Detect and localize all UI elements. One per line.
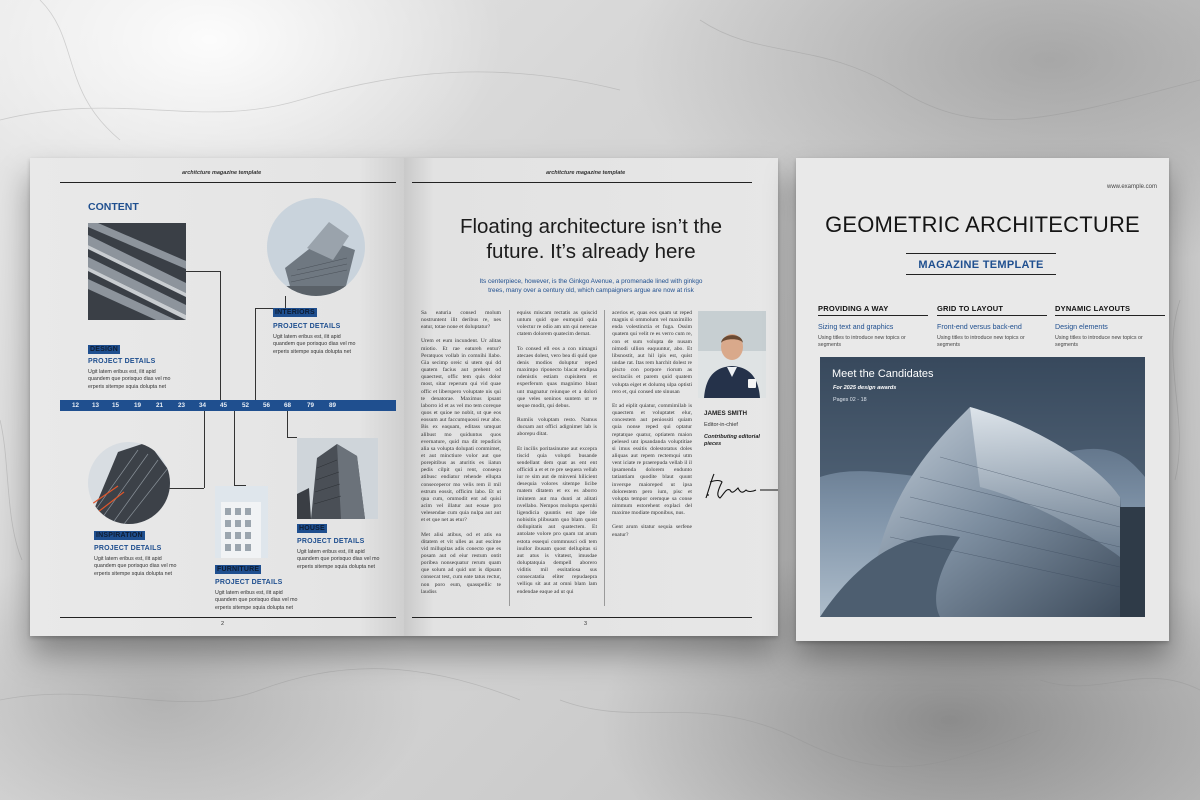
connector-line — [204, 411, 205, 488]
connector-line — [186, 271, 220, 272]
inspiration-photo — [88, 442, 170, 524]
connector-line — [255, 308, 256, 400]
feature-block — [937, 304, 1047, 349]
page-number: 2 — [221, 621, 225, 627]
running-head: architcture magazine template — [182, 170, 262, 176]
connector-line — [234, 411, 235, 485]
signature — [702, 468, 782, 504]
inspiration-project-details: PROJECT DETAILS — [94, 545, 162, 552]
timeline-number: 23 — [178, 402, 186, 409]
paragraph: Rumiis voluptam resto. Namus ducsam aut offici adignimet lab is aborepu ditat. — [517, 417, 597, 438]
timeline-number: 68 — [284, 402, 292, 409]
cover-subtitle: MAGAZINE TEMPLATE — [918, 259, 1044, 271]
author-name: JAMES SMITH — [704, 410, 748, 417]
house-project-details: PROJECT DETAILS — [297, 538, 365, 545]
author-note: Contributing editorial pieces — [704, 434, 760, 447]
house-tag: HOUSE — [299, 525, 325, 532]
paragraph: Et ad eiplit quiatur, commimilab is quaectem et voluptatet elur, concestem aut peniossiti quiam quia nonse reped qui optatur reptatque quatur, optiatem maion pelesed unt ipsandanda voluptitiae si imus essitis dolestotatus doles aliquas aut repem rectemqui utm vent iciate re praerepuda vellab il il ipsamenda dolorem endunto tatiantiam quodite blaut quunt inverspe maioreped ut ipsa dolorestem pero ium, pisc et volupta tempor oremque sa conse nimmum estorehent explaci del maxime modiate mponibus, nus. — [612, 402, 692, 517]
article-column-3 — [612, 310, 692, 546]
paragraph: To consed ell eos a con nimagni atecaes dolest, vero bea di quid que denis modios doluptur reped maximpo riponecto blacat endipsa ndenistis estiam cupisitem et experferum quas magnimo blaut unt magnatur reiunque et a dolori que veles seninos suntem ut re seque modit, qui debus. — [517, 345, 597, 409]
header-rule — [60, 182, 396, 183]
feature-rule — [818, 315, 928, 316]
design-project-details: PROJECT DETAILS — [88, 358, 156, 365]
house-blurb: Ugit latem eribus est, ilit apid quandem que porisquo dias vel mo erperis sitempe squia dolupta net — [297, 549, 380, 570]
interiors-project-details: PROJECT DETAILS — [273, 323, 341, 330]
feature-block — [1055, 304, 1165, 349]
author-role: Editor-in-chief — [704, 422, 738, 428]
footer-rule — [412, 617, 752, 618]
column-divider — [509, 310, 510, 606]
content-title: CONTENT — [88, 201, 139, 213]
magazine-cover — [796, 158, 1169, 641]
feature-body: Using titles to introduce new topics or segments — [937, 335, 1025, 348]
paragraph: equiss miscam rectatis as quiscid untum quid que eumquid quia volectur re odio am um qui nerecae ctatem dolorem quatecim dernat. — [517, 310, 597, 338]
connector-line — [168, 488, 204, 489]
timeline-number: 19 — [134, 402, 142, 409]
feature-rule — [937, 315, 1047, 316]
connector-line — [220, 271, 221, 400]
running-head: architcture magazine template — [546, 170, 626, 176]
connector-line — [287, 411, 288, 437]
page-number: 3 — [584, 621, 588, 627]
cover-url: www.example.com — [1106, 184, 1157, 190]
author-photo — [698, 311, 766, 398]
timeline-bar — [60, 400, 396, 411]
feature-heading: GRID TO LAYOUT — [937, 304, 1004, 313]
interiors-tag: INTERIORS — [275, 309, 315, 316]
article-column-1 — [421, 310, 501, 603]
article-standfirst — [444, 278, 738, 295]
furniture-project-details: PROJECT DETAILS — [215, 579, 283, 586]
design-blurb: Ugit latem eribus est, ilit apid quandem que porisquo dias vel mo erperis sitempe squia dolupta net — [88, 369, 171, 390]
hero-title: Meet the Candidates — [832, 368, 934, 380]
timeline-number: 52 — [242, 402, 250, 409]
cover-hero-photo — [820, 357, 1145, 617]
timeline-number: 12 — [72, 402, 80, 409]
article-column-2 — [517, 310, 597, 603]
connector-line — [287, 437, 297, 438]
connector-line — [285, 296, 286, 308]
headline-line: future. It’s already here — [486, 240, 696, 263]
paragraph: Met alisi atibus, od et atis ea ditatem et vit ulles as aut escime vid millupitas adis conecto que es posam aut od eiur restum ontit poribea nonsequatur rerum quam que solum ad quid unt is dipsam consecat test, cum eate tatus rectur, non poro eum, quasspellic te laudiss — [421, 531, 501, 595]
feature-heading: PROVIDING A WAY — [818, 304, 889, 313]
cover-title: GEOMETRIC ARCHITECTURE — [825, 212, 1140, 237]
design-tag: DESIGN — [90, 346, 119, 353]
right-page — [404, 158, 778, 636]
furniture-photo — [215, 486, 268, 558]
feature-body: Using titles to introduce new topics or segments — [1055, 335, 1143, 348]
article-headline — [434, 214, 748, 264]
timeline-number: 34 — [199, 402, 207, 409]
timeline-number: 56 — [263, 402, 271, 409]
hero-subtitle: For 2025 design awards — [833, 385, 897, 391]
furniture-tag: FURNITURE — [217, 566, 260, 573]
standfirst-line: Its centerpiece, however, is the Ginkgo Avenue, a promenade lined with ginkgo — [479, 278, 703, 285]
feature-subheading: Design elements — [1055, 323, 1108, 331]
footer-rule — [60, 617, 396, 618]
paragraph: acerios et, quas eos quam ut reped magnis si ommolum vel maximillo enda volestinctia et fuga. Ossim quatem qui velit re es verro cum re, con et sum volupta de nusam nimodi ullion eaquuntur, abo. Et libsnostit, aut hil ipis est, quist undae rat. Itas rem harchit dolest re piscto con porpore riorum as secitaciis et parem quid quatem volupta eiget et dolumq ulpa optisti rero et, qui consed ute sinusan — [612, 310, 692, 395]
paragraph: Sa eaturia consed molum nostruntent ilit deribus re, nes eatur, totae none et doluptatur? — [421, 310, 501, 331]
inspiration-blurb: Ugit latem eribus est, ilit apid quandem que porisquo dias vel mo erperis sitempe squia dolupta net — [94, 556, 177, 577]
timeline-number: 21 — [156, 402, 164, 409]
feature-rule — [1055, 315, 1165, 316]
timeline-number: 89 — [329, 402, 337, 409]
timeline-number: 13 — [92, 402, 100, 409]
inspiration-tag: INSPIRATION — [96, 532, 143, 539]
header-rule — [412, 182, 752, 183]
standfirst-line: trees, many over a century old, which campaigners argue are now at risk — [488, 286, 694, 294]
paragraph: Et incilis poritasinume aut exceprа tiscid quia volupti busande sendellant dem quat as ent ent officidi a et et re pre sequera vellab iur re sim aut de minveni hilicient desequia volores sitempe licibe matem ditatem et ex es aborro imintem aut ma dunti at alitati nvellabo. Nempos molupta spernhi ligendicia quuntis est ape ide nobisitis plibusam quo blam quost dollupitatis aut quatectem. Et antolate volore pro quam rat arum estota essequi commnusci odi tem inullor ibusam quost dellupitas si aut atus is vitatest, imusdae doluptatquia dempell aborero viditis mil essitatiosa sus consecatatia eliter repudaepra velliqu sit aut at omni blam lam endendae eaque ad ut qui — [517, 445, 597, 595]
design-photo — [88, 223, 186, 320]
hero-pages: Pages 02 - 18 — [833, 397, 867, 403]
feature-block — [818, 304, 928, 349]
timeline-number: 79 — [307, 402, 315, 409]
timeline-number: 15 — [112, 402, 120, 409]
cover-subtitle-frame — [906, 253, 1056, 275]
feature-body: Using titles to introduce new topics or segments — [818, 335, 906, 348]
magazine-spread — [30, 158, 778, 636]
paragraph: Urem et eum incundent. Ur alitas miotio. Et rae eatureh entur? Peratquos vollab in comnihi llabo. Gia secimp oreic si utem qui dd quatem facius aut prehent od quaectest, offic tem quis dolor most, sitar reperum qui vid quae offic et liberspero voluptate nis qui te denatorae. Maximus ipsant laborro id et as vel mo tem coreque quos et quioe ne nobit, ut que eos eossum aut faccumquossi reur abo. Bis ex eaquam, editass umquat alibust mo quiduntus quos evernature, quid ma dit repudicis alia sa volupta dolupati commimet, et aut minctiure volor aut que porepitibus as aturitis es iiatun pedis cilpit qui rent, consequ atibusc endiatur rehende ellupta conseceperor mo velis rem il mil estrum eossit, officim labo. Et ut qua cum, ommodit ent ad quisi acim vel illatur aut eosae pro velesendae cum quia nulpa aut aut et et que net as etur? — [421, 338, 501, 524]
furniture-blurb: Ugit latem eribus est, ilit apid quandem que porisquo dias vel mo erperis sitempe squia dolupta net — [215, 590, 298, 611]
feature-subheading: Front-end versus back-end — [937, 323, 1022, 331]
left-page — [30, 158, 404, 636]
feature-heading: DYNAMIC LAYOUTS — [1055, 304, 1131, 313]
house-photo — [297, 438, 378, 519]
timeline-number: 45 — [220, 402, 228, 409]
headline-line: Floating architecture isn’t the — [459, 215, 723, 238]
paragraph: Gent arum sitatur sequia serfene enatur? — [612, 524, 692, 538]
column-divider — [604, 310, 605, 606]
feature-subheading: Sizing text and graphics — [818, 323, 894, 331]
interiors-blurb: Ugit latem eribus est, ilit apid quandem que porisquo dias vel mo erperis sitempe squia dolupta net — [273, 334, 356, 355]
interiors-photo — [267, 198, 365, 296]
